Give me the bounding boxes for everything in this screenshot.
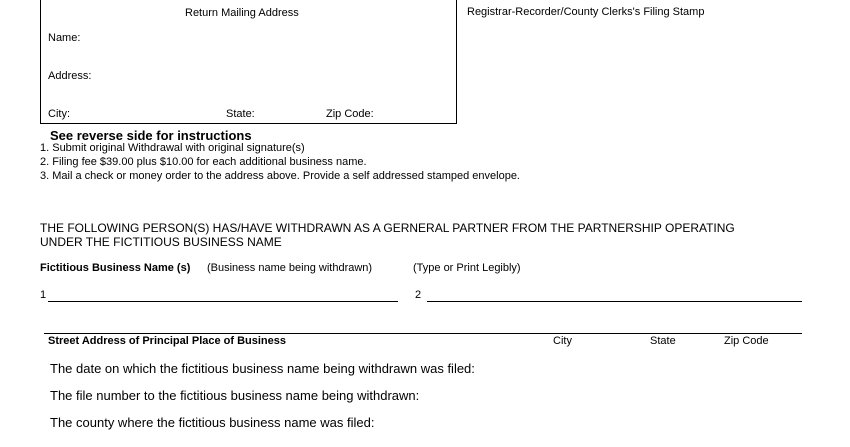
address-field[interactable] [104, 68, 448, 84]
fbn-field-1-line [48, 301, 398, 302]
street-address-label: Street Address of Principal Place of Business [48, 335, 287, 347]
address-label: Address: [48, 70, 92, 82]
instruction-item-3: 3. Mail a check or money order to the address above. Provide a self addressed stamped envelope. [40, 170, 520, 182]
filed-date-field[interactable] [470, 360, 800, 376]
type-or-print-hint: (Type or Print Legibly) [413, 262, 521, 274]
name-label: Name: [48, 32, 81, 44]
zip-field[interactable] [380, 106, 448, 122]
fbn-field-2[interactable] [427, 286, 802, 301]
city-label: City: [48, 108, 70, 120]
state-label: State: [226, 108, 255, 120]
name-field[interactable] [98, 30, 448, 46]
state-field[interactable] [262, 106, 322, 122]
withdrawal-statement-line1: THE FOLLOWING PERSON(S) HAS/HAVE WITHDRAWN AS A GERNERAL PARTNER FROM THE PARTNERSHIP OPERATING [40, 221, 735, 235]
address-zip-label: Zip Code [724, 335, 769, 347]
instruction-item-1: 1. Submit original Withdrawal with original signature(s) [40, 142, 305, 154]
instruction-item-2: 2. Filing fee $39.00 plus $10.00 for each additional business name. [40, 156, 367, 168]
question-file-number: The file number to the fictitious business name being withdrawn: [50, 388, 420, 403]
fbn-field-1-number: 1 [40, 289, 47, 301]
fbn-label: Fictitious Business Name (s) [40, 262, 191, 274]
fbn-field-1[interactable] [48, 286, 398, 301]
filing-stamp-label: Registrar-Recorder/County Clerks's Filing Stamp [467, 6, 705, 18]
instructions-heading: See reverse side for instructions [50, 128, 252, 143]
zip-label: Zip Code: [326, 108, 374, 120]
mailing-box-title: Return Mailing Address [185, 7, 299, 19]
street-address-line [44, 333, 802, 334]
address-city-label: City [553, 335, 572, 347]
question-filed-date: The date on which the fictitious business name being withdrawn was filed: [50, 361, 475, 376]
address-state-label: State [650, 335, 676, 347]
file-number-field[interactable] [420, 387, 800, 403]
question-county: The county where the fictitious business name was filed: [50, 415, 375, 430]
city-field[interactable] [78, 106, 218, 122]
street-address-field[interactable] [44, 318, 802, 333]
fbn-field-2-line [427, 301, 802, 302]
fbn-field-2-number: 2 [415, 289, 422, 301]
county-field[interactable] [380, 414, 800, 430]
withdrawal-statement-line2: UNDER THE FICTITIOUS BUSINESS NAME [40, 235, 282, 249]
fbn-hint: (Business name being withdrawn) [207, 262, 373, 274]
